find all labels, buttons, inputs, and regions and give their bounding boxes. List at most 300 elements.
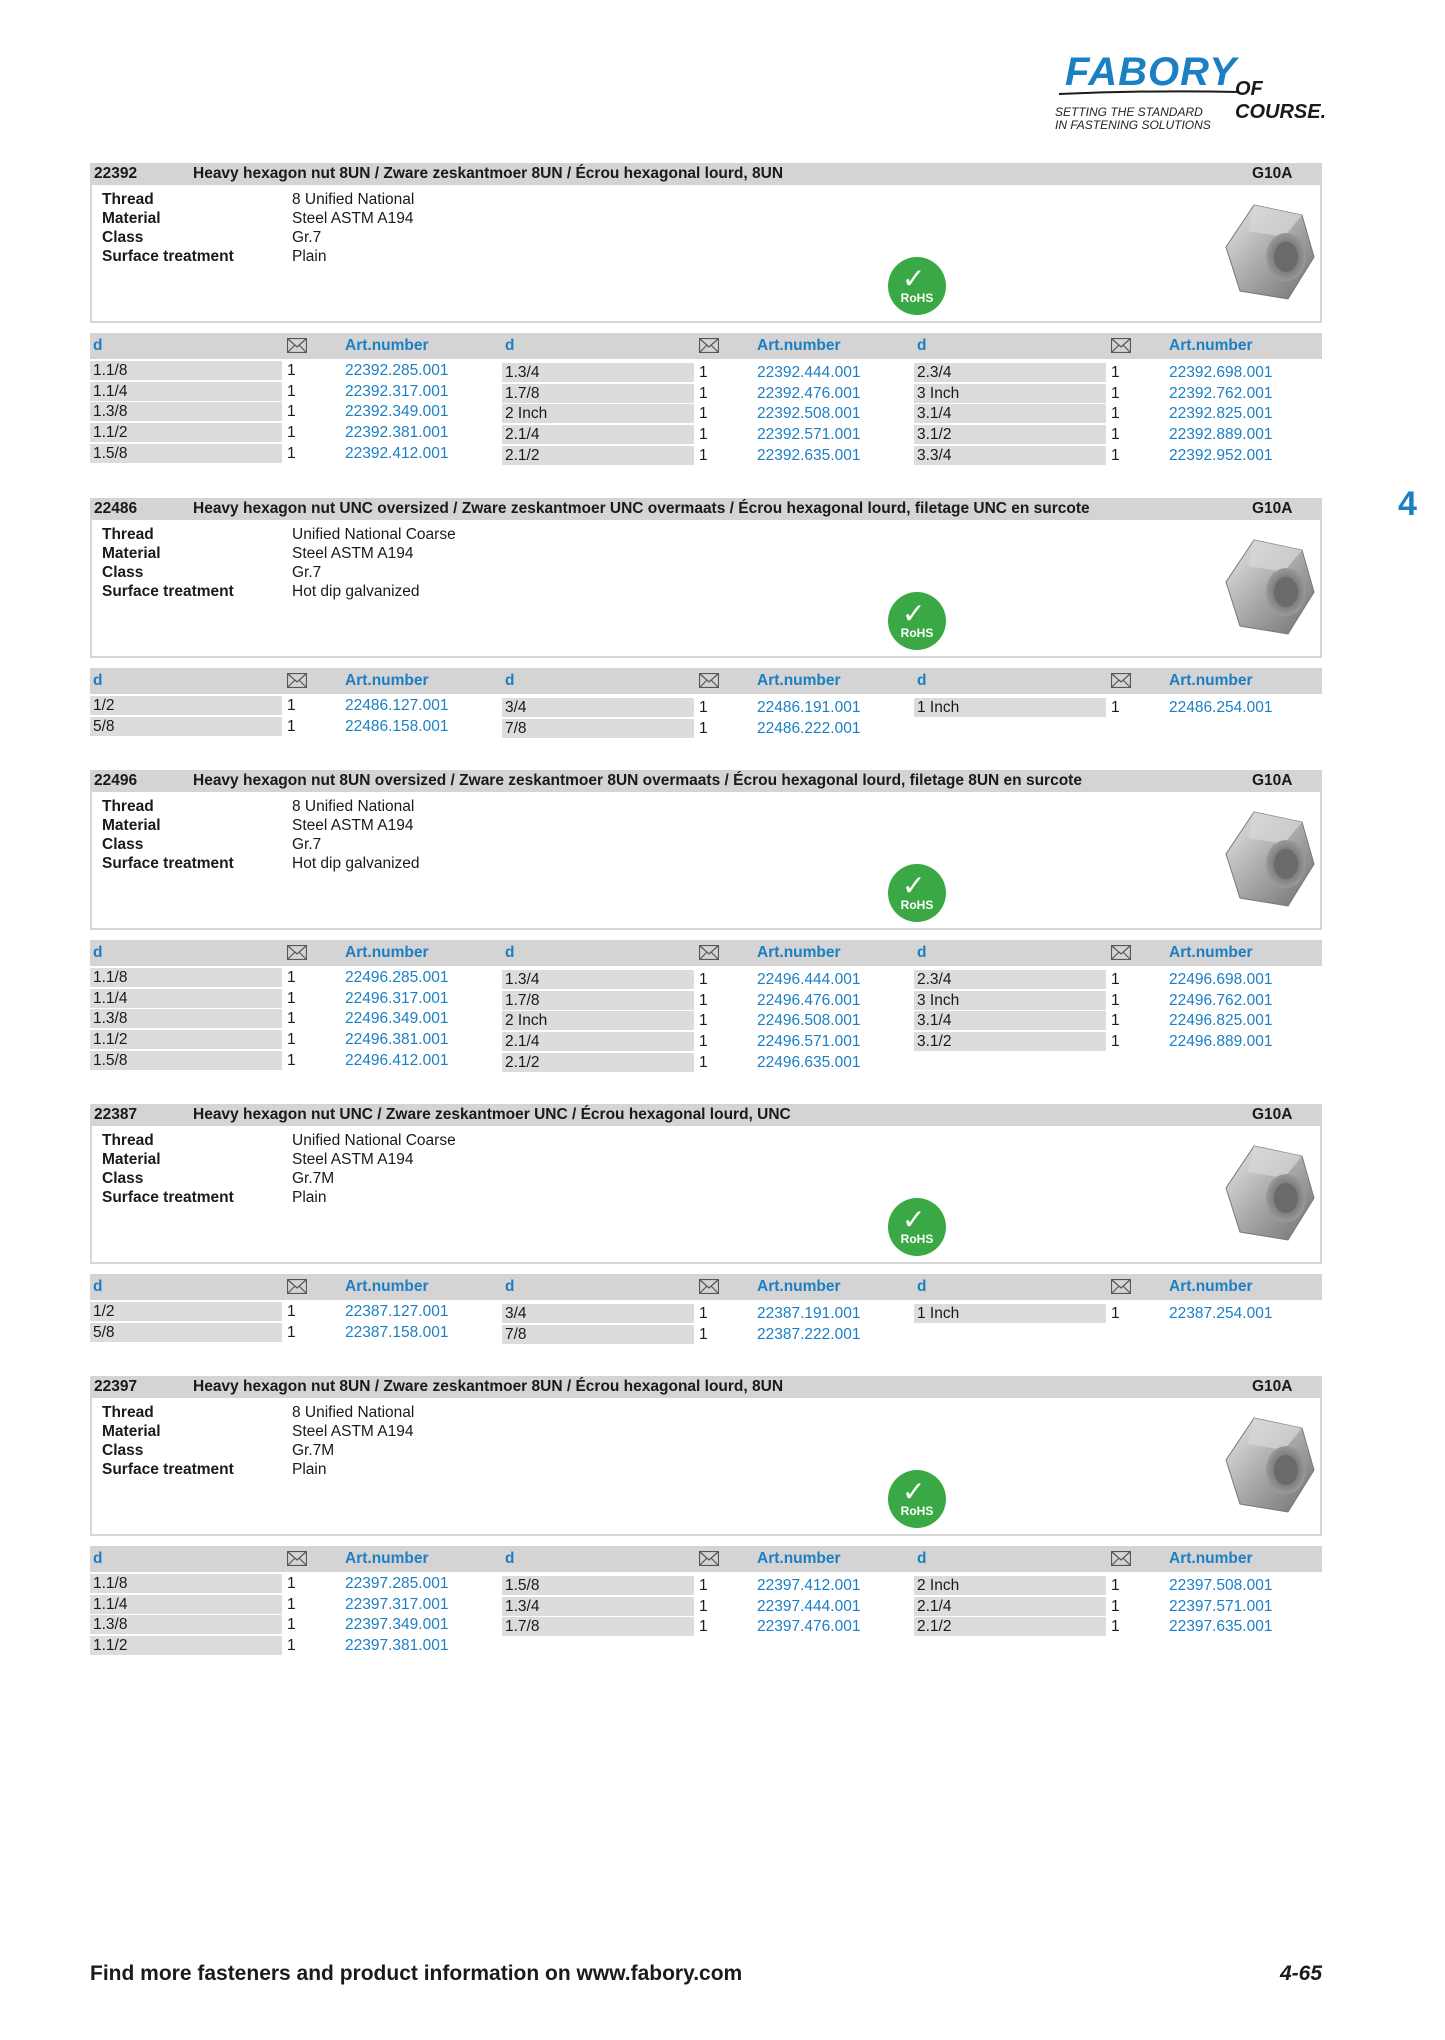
envelope-icon [699,1551,719,1566]
cell-diameter: 1 Inch [914,698,1106,717]
cell-quantity: 1 [699,719,708,737]
article-number-link[interactable]: 22496.762.001 [1169,991,1273,1009]
column-header-artnumber: Art.number [345,337,429,354]
spec-row-material [102,816,414,835]
cell-diameter: 2.3/4 [914,970,1106,989]
spec-value: Plain [292,248,327,265]
footer-text: Find more fasteners and product information on www.fabory.com [90,1962,743,1985]
spec-label: Thread [102,526,154,543]
cell-diameter: 2.1/4 [502,425,694,444]
cell-diameter: 2.1/4 [502,1032,694,1051]
cell-quantity: 1 [699,446,708,464]
spec-value: Gr.7 [292,564,322,581]
cell-quantity: 1 [1111,1305,1120,1322]
product-section [90,163,1322,464]
page-number: 4-65 [1280,1962,1323,1985]
article-number-link[interactable]: 22397.349.001 [345,1616,449,1634]
cell-quantity: 1 [1111,971,1120,988]
article-number-link[interactable]: 22496.444.001 [757,971,861,988]
article-number-link[interactable]: 22392.349.001 [345,403,449,421]
article-number-link[interactable]: 22397.635.001 [1169,1618,1273,1636]
cell-quantity: 1 [699,1597,708,1615]
cell-diameter: 7/8 [502,719,694,738]
spec-label: Class [102,1170,144,1187]
article-number-link[interactable]: 22392.889.001 [1169,426,1273,444]
check-icon: ✓ [902,598,926,629]
article-code: 22397 [94,1378,138,1395]
cell-diameter: 1.5/8 [90,1051,282,1070]
spec-value: 8 Unified National [292,798,415,815]
column-header-artnumber: Art.number [345,1550,429,1567]
spec-label: Surface treatment [102,1461,234,1478]
article-number-link[interactable]: 22496.349.001 [345,1010,449,1028]
cell-quantity: 1 [287,989,296,1007]
check-icon: ✓ [902,1476,926,1507]
article-title: Heavy hexagon nut 8UN / Zware zeskantmoer 8UN / Écrou hexagonal lourd, 8UN [193,1378,784,1395]
spec-label: Material [102,1151,161,1168]
cell-quantity: 1 [287,717,296,735]
cell-quantity: 1 [1111,384,1120,402]
spec-value: Plain [292,1461,327,1478]
column-header-artnumber: Art.number [757,672,841,689]
article-number-link[interactable]: 22397.285.001 [345,1575,449,1592]
cell-diameter: 3.1/4 [914,1011,1106,1030]
envelope-icon [699,338,719,353]
article-number-link[interactable]: 22397.381.001 [345,1637,449,1655]
spec-row-thread [102,797,414,816]
cell-quantity: 1 [1111,446,1120,464]
spec-value: Unified National Coarse [292,526,456,543]
column-header-d: d [505,1278,515,1295]
spec-value: Gr.7M [292,1170,335,1187]
spec-row-class [102,835,321,854]
spec-value: Steel ASTM A194 [292,817,414,834]
spec-label: Thread [102,798,154,815]
spec-row-surface [102,854,420,873]
cell-diameter: 5/8 [90,1323,282,1342]
column-header-artnumber: Art.number [1169,672,1253,689]
spec-value: Steel ASTM A194 [292,210,414,227]
spec-box [90,185,1322,323]
envelope-icon [699,945,719,960]
cell-quantity: 1 [287,1031,296,1049]
cell-quantity: 1 [1111,1597,1120,1615]
column-header-d: d [93,1278,103,1295]
article-number-link[interactable]: 22387.127.001 [345,1303,449,1320]
article-number-link[interactable]: 22486.254.001 [1169,699,1273,716]
cell-quantity: 1 [287,382,296,400]
article-number-link[interactable]: 22392.412.001 [345,444,449,462]
cell-diameter: 2 Inch [502,404,694,423]
cell-quantity: 1 [699,1577,708,1594]
cell-quantity: 1 [699,1012,708,1030]
cell-quantity: 1 [699,991,708,1009]
article-number-link[interactable]: 22392.317.001 [345,382,449,400]
article-number-link[interactable]: 22496.381.001 [345,1031,449,1049]
article-code: 22496 [94,772,138,789]
cell-quantity: 1 [699,1033,708,1051]
cell-diameter: 1.5/8 [502,1576,694,1595]
article-number-link[interactable]: 22397.508.001 [1169,1577,1273,1594]
table-header [90,940,1322,966]
envelope-icon [287,1551,307,1566]
column-header-d: d [93,337,103,354]
article-code: 22387 [94,1106,138,1123]
check-icon: ✓ [902,1204,926,1235]
spec-label: Thread [102,1404,154,1421]
spec-label: Thread [102,1132,154,1149]
spec-value: Steel ASTM A194 [292,1151,414,1168]
cell-diameter: 7/8 [502,1325,694,1344]
cell-quantity: 1 [287,424,296,442]
group-code: G10A [1252,1378,1293,1395]
group-code: G10A [1252,1106,1293,1123]
cell-diameter: 1.1/8 [90,361,282,380]
cell-quantity: 1 [287,697,296,714]
article-number-link[interactable]: 22496.825.001 [1169,1012,1273,1030]
cell-quantity: 1 [287,1616,296,1634]
cell-diameter: 2.3/4 [914,363,1106,382]
cell-diameter: 3 Inch [914,991,1106,1010]
cell-diameter: 1.1/4 [90,382,282,401]
cell-diameter: 2.1/2 [502,446,694,465]
article-number-link[interactable]: 22486.158.001 [345,717,449,735]
column-header-d: d [505,337,515,354]
cell-diameter: 1.3/8 [90,1009,282,1028]
article-number-link[interactable]: 22392.762.001 [1169,384,1273,402]
section-header [90,163,1322,185]
spec-row-material [102,209,414,228]
hex-nut-image [1224,201,1316,305]
column-header-artnumber: Art.number [345,1278,429,1295]
article-number-link[interactable]: 22486.127.001 [345,697,449,714]
article-title: Heavy hexagon nut 8UN / Zware zeskantmoer 8UN / Écrou hexagonal lourd, 8UN [193,165,784,182]
column-header-artnumber: Art.number [345,944,429,961]
rohs-label: RoHS [900,626,934,640]
column-header-artnumber: Art.number [1169,1550,1253,1567]
cell-quantity: 1 [699,699,708,716]
spec-label: Class [102,564,144,581]
cell-diameter: 1.1/2 [90,1030,282,1049]
hex-nut-image [1224,536,1316,640]
spec-row-surface [102,1188,326,1207]
brand-slogan: OF COURSE. [1235,78,1327,123]
cell-quantity: 1 [287,1595,296,1613]
article-number-link[interactable]: 22496.698.001 [1169,971,1273,988]
cell-diameter: 2.1/4 [914,1597,1106,1616]
cell-diameter: 1.7/8 [502,384,694,403]
cell-quantity: 1 [1111,1033,1120,1051]
article-number-link[interactable]: 22496.285.001 [345,969,449,986]
rohs-label: RoHS [900,1504,934,1518]
product-section [90,770,1322,1071]
spec-value: Steel ASTM A194 [292,545,414,562]
article-number-link[interactable]: 22392.476.001 [757,384,861,402]
cell-diameter: 1.1/2 [90,1636,282,1655]
brand-tagline [1055,106,1211,132]
envelope-icon [287,1279,307,1294]
cell-diameter: 3.1/4 [914,404,1106,423]
spec-row-material [102,1422,414,1441]
spec-label: Class [102,229,144,246]
spec-value: Unified National Coarse [292,1132,456,1149]
cell-diameter: 2 Inch [914,1576,1106,1595]
hex-nut-image [1224,1142,1316,1246]
fabory-logo [1055,50,1355,140]
article-number-link[interactable]: 22387.222.001 [757,1325,861,1343]
rohs-badge [888,1198,946,1256]
article-number-link[interactable]: 22496.476.001 [757,991,861,1009]
cell-diameter: 3.1/2 [914,425,1106,444]
rohs-label: RoHS [900,1232,934,1246]
hex-nut-image [1224,808,1316,912]
spec-value: Gr.7M [292,1442,335,1459]
group-code: G10A [1252,772,1293,789]
cell-diameter: 5/8 [90,717,282,736]
tagline-line-1: SETTING THE STANDARD [1055,105,1203,119]
column-header-d: d [917,672,927,689]
cell-diameter: 3/4 [502,1304,694,1323]
spec-row-material [102,544,414,563]
spec-row-thread [102,1403,414,1422]
spec-value: Gr.7 [292,836,322,853]
hex-nut-image [1224,1414,1316,1518]
spec-row-surface [102,582,420,601]
envelope-icon [699,1279,719,1294]
spec-row-surface [102,247,326,266]
cell-diameter: 1.7/8 [502,1617,694,1636]
cell-diameter: 1.3/8 [90,1615,282,1634]
article-number-link[interactable]: 22392.381.001 [345,424,449,442]
article-number-link[interactable]: 22397.476.001 [757,1618,861,1636]
group-code: G10A [1252,500,1293,517]
cell-quantity: 1 [287,362,296,379]
spec-box [90,1398,1322,1536]
article-number-link[interactable]: 22397.571.001 [1169,1597,1273,1615]
product-section [90,498,1322,737]
cell-diameter: 1.3/4 [502,970,694,989]
spec-row-class [102,563,321,582]
spec-value: Hot dip galvanized [292,855,420,872]
spec-value: Gr.7 [292,229,322,246]
cell-quantity: 1 [287,1323,296,1341]
spec-value: Steel ASTM A194 [292,1423,414,1440]
cell-quantity: 1 [287,1637,296,1655]
column-header-d: d [93,672,103,689]
table-header [90,1546,1322,1572]
cell-diameter: 2.1/2 [502,1053,694,1072]
rohs-label: RoHS [900,898,934,912]
spec-label: Material [102,817,161,834]
spec-value: 8 Unified National [292,191,415,208]
article-number-link[interactable]: 22392.285.001 [345,362,449,379]
envelope-icon [1111,1551,1131,1566]
cell-quantity: 1 [1111,1012,1120,1030]
article-number-link[interactable]: 22496.508.001 [757,1012,861,1030]
article-number-link[interactable]: 22486.222.001 [757,719,861,737]
group-code: G10A [1252,165,1293,182]
rohs-badge [888,1470,946,1528]
article-number-link[interactable]: 22392.444.001 [757,364,861,381]
cell-quantity: 1 [699,1305,708,1322]
spec-label: Surface treatment [102,583,234,600]
cell-quantity: 1 [1111,426,1120,444]
spec-box [90,792,1322,930]
cell-quantity: 1 [699,971,708,988]
cell-quantity: 1 [699,405,708,423]
cell-diameter: 1.1/4 [90,989,282,1008]
product-section [90,1104,1322,1343]
spec-row-thread [102,1131,456,1150]
article-code: 22392 [94,165,138,182]
article-number-link[interactable]: 22397.412.001 [757,1577,861,1594]
envelope-icon [287,673,307,688]
check-icon: ✓ [902,263,926,294]
spec-label: Surface treatment [102,1189,234,1206]
spec-label: Surface treatment [102,248,234,265]
cell-quantity: 1 [287,1051,296,1069]
article-number-link[interactable]: 22392.825.001 [1169,405,1273,423]
brand-name: FABORY [1065,50,1237,94]
cell-quantity: 1 [287,969,296,986]
table-header [90,333,1322,359]
check-icon: ✓ [902,870,926,901]
column-header-d: d [505,944,515,961]
cell-quantity: 1 [699,1053,708,1071]
article-number-link[interactable]: 22387.254.001 [1169,1305,1273,1322]
cell-diameter: 1.5/8 [90,444,282,463]
column-header-artnumber: Art.number [757,337,841,354]
article-number-link[interactable]: 22392.635.001 [757,446,861,464]
cell-quantity: 1 [699,384,708,402]
column-header-d: d [917,1278,927,1295]
article-number-link[interactable]: 22387.158.001 [345,1323,449,1341]
cell-diameter: 1.3/8 [90,402,282,421]
rohs-badge [888,592,946,650]
product-section [90,1376,1322,1655]
spec-row-material [102,1150,414,1169]
rohs-badge [888,257,946,315]
column-header-d: d [93,944,103,961]
table-header [90,1274,1322,1300]
chapter-number: 4 [1398,485,1417,523]
envelope-icon [1111,673,1131,688]
column-header-d: d [505,1550,515,1567]
cell-quantity: 1 [287,403,296,421]
section-header [90,770,1322,792]
cell-diameter: 3/4 [502,698,694,717]
article-number-link[interactable]: 22496.317.001 [345,989,449,1007]
article-number-link[interactable]: 22496.571.001 [757,1033,861,1051]
envelope-icon [1111,945,1131,960]
cell-diameter: 3.3/4 [914,446,1106,465]
article-title: Heavy hexagon nut UNC oversized / Zware zeskantmoer UNC overmaats / Écrou hexagonal lourd, filetage UNC en surcote [193,500,1090,517]
cell-diameter: 2 Inch [502,1011,694,1030]
cell-diameter: 2.1/2 [914,1617,1106,1636]
cell-quantity: 1 [1111,1618,1120,1636]
article-number-link[interactable]: 22392.571.001 [757,426,861,444]
spec-label: Material [102,545,161,562]
spec-row-surface [102,1460,326,1479]
cell-diameter: 1.1/4 [90,1595,282,1614]
column-header-d: d [93,1550,103,1567]
spec-label: Surface treatment [102,855,234,872]
spec-label: Thread [102,191,154,208]
article-number-link[interactable]: 22496.889.001 [1169,1033,1273,1051]
column-header-artnumber: Art.number [1169,944,1253,961]
envelope-icon [287,945,307,960]
spec-box [90,1126,1322,1264]
column-header-d: d [505,672,515,689]
cell-quantity: 1 [1111,699,1120,716]
envelope-icon [699,673,719,688]
article-number-link[interactable]: 22496.635.001 [757,1053,861,1071]
spec-value: Plain [292,1189,327,1206]
table-header [90,668,1322,694]
column-header-artnumber: Art.number [757,944,841,961]
column-header-artnumber: Art.number [1169,337,1253,354]
spec-label: Material [102,1423,161,1440]
spec-value: 8 Unified National [292,1404,415,1421]
cell-diameter: 1.3/4 [502,363,694,382]
spec-row-thread [102,190,414,209]
article-number-link[interactable]: 22387.191.001 [757,1305,861,1322]
section-header [90,1376,1322,1398]
article-title: Heavy hexagon nut UNC / Zware zeskantmoer UNC / Écrou hexagonal lourd, UNC [193,1106,791,1123]
cell-quantity: 1 [287,1303,296,1320]
section-header [90,1104,1322,1126]
article-number-link[interactable]: 22392.952.001 [1169,446,1273,464]
cell-diameter: 1.1/8 [90,1574,282,1593]
cell-quantity: 1 [287,444,296,462]
cell-quantity: 1 [1111,991,1120,1009]
spec-row-class [102,1441,334,1460]
spec-row-class [102,228,321,247]
column-header-artnumber: Art.number [345,672,429,689]
envelope-icon [287,338,307,353]
article-title: Heavy hexagon nut 8UN oversized / Zware zeskantmoer 8UN overmaats / Écrou hexagonal lourd, filetage 8UN en surcote [193,772,1082,789]
column-header-artnumber: Art.number [757,1550,841,1567]
article-code: 22486 [94,500,138,517]
spec-row-thread [102,525,456,544]
column-header-artnumber: Art.number [757,1278,841,1295]
cell-diameter: 1.7/8 [502,991,694,1010]
article-number-link[interactable]: 22392.508.001 [757,405,861,423]
cell-diameter: 1/2 [90,1302,282,1321]
spec-label: Class [102,1442,144,1459]
article-number-link[interactable]: 22397.317.001 [345,1595,449,1613]
cell-diameter: 1.3/4 [502,1597,694,1616]
cell-quantity: 1 [699,426,708,444]
cell-diameter: 1.1/2 [90,423,282,442]
envelope-icon [1111,1279,1131,1294]
spec-value: Hot dip galvanized [292,583,420,600]
cell-quantity: 1 [287,1575,296,1592]
envelope-icon [1111,338,1131,353]
section-header [90,498,1322,520]
column-header-artnumber: Art.number [1169,1278,1253,1295]
spec-box [90,520,1322,658]
article-number-link[interactable]: 22397.444.001 [757,1597,861,1615]
article-number-link[interactable]: 22392.698.001 [1169,364,1273,381]
rohs-label: RoHS [900,291,934,305]
cell-diameter: 1 Inch [914,1304,1106,1323]
cell-quantity: 1 [287,1010,296,1028]
column-header-d: d [917,944,927,961]
cell-diameter: 3 Inch [914,384,1106,403]
article-number-link[interactable]: 22496.412.001 [345,1051,449,1069]
article-number-link[interactable]: 22486.191.001 [757,699,861,716]
